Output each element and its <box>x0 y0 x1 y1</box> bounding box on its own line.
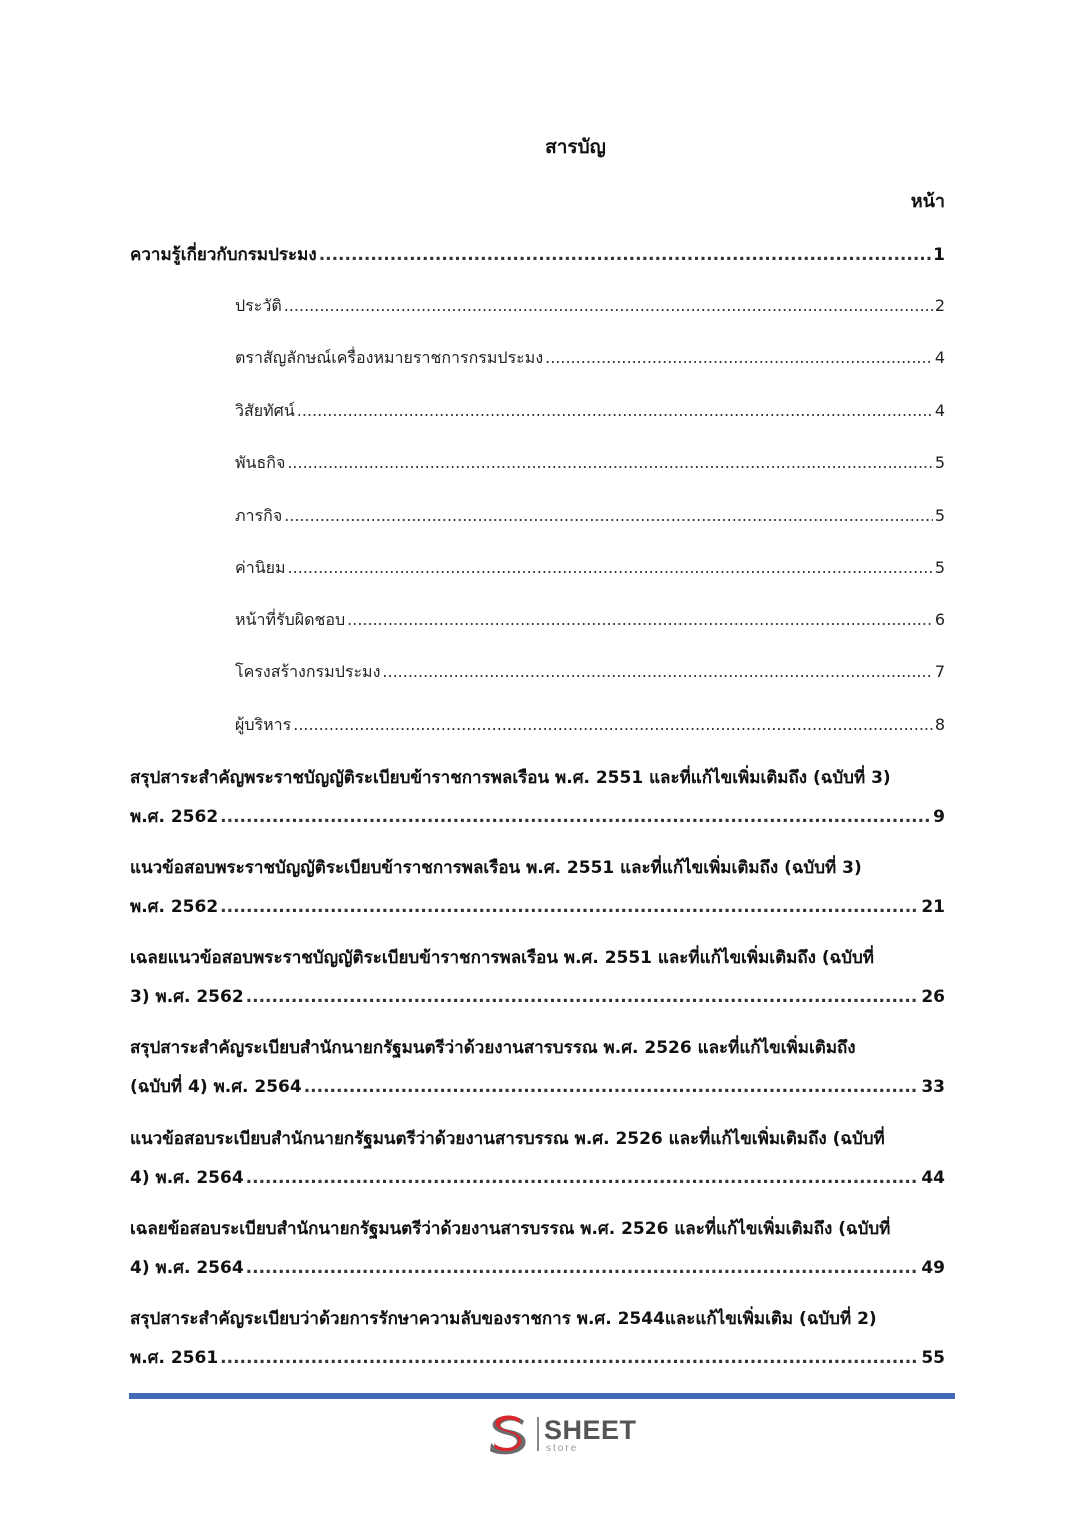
toc-entry-page: 26 <box>921 987 945 1007</box>
dot-leader <box>220 1348 919 1368</box>
dot-leader <box>319 245 931 265</box>
toc-subentry[interactable] <box>235 660 945 685</box>
toc-entry-page: 6 <box>934 610 945 629</box>
dot-leader <box>246 1168 920 1188</box>
toc-entry-line1[interactable]: สรุปสาระสำคัญระเบียบว่าด้วยการรักษาความลับของราชการ พ.ศ. 2544และแก้ไขเพิ่มเติม (ฉบับที่ 2) <box>130 1309 877 1329</box>
logo-separator <box>537 1417 539 1451</box>
toc-entry-label: 4) พ.ศ. 2564 <box>130 1168 244 1188</box>
toc-subentry[interactable] <box>235 608 945 633</box>
toc-entry-page: 2 <box>934 296 945 315</box>
sheet-s-logo-icon <box>486 1413 530 1455</box>
toc-entry-label: โครงสร้างกรมประมง <box>235 662 381 681</box>
toc-entry-line1[interactable]: เฉลยแนวข้อสอบพระราชบัญญัติระเบียบข้าราชการพลเรือน พ.ศ. 2551 และที่แก้ไขเพิ่มเติมถึง (ฉบับที่ <box>130 948 874 968</box>
toc-entry-label: ภารกิจ <box>235 506 283 525</box>
toc-subentry[interactable] <box>235 346 945 371</box>
toc-subentry[interactable] <box>235 451 945 476</box>
dot-leader <box>382 662 932 681</box>
toc-entry-label: พ.ศ. 2562 <box>130 807 219 827</box>
toc-entry-line1[interactable]: แนวข้อสอบพระราชบัญญัติระเบียบข้าราชการพลเรือน พ.ศ. 2551 และที่แก้ไขเพิ่มเติมถึง (ฉบับที่ 3) <box>130 858 862 878</box>
toc-entry-page: 9 <box>933 807 945 827</box>
dot-leader <box>246 1258 920 1278</box>
dot-leader <box>347 610 933 629</box>
toc-entry[interactable] <box>130 893 945 920</box>
dot-leader <box>220 897 919 917</box>
toc-entry-label: พันธกิจ <box>235 453 286 472</box>
toc-subentry[interactable] <box>235 399 945 424</box>
toc-entry-page: 4 <box>934 348 945 367</box>
dot-leader <box>220 807 931 827</box>
toc-subentry[interactable] <box>235 294 945 319</box>
toc-entry-line1[interactable]: สรุปสาระสำคัญพระราชบัญญัติระเบียบข้าราชการพลเรือน พ.ศ. 2551 และที่แก้ไขเพิ่มเติมถึง (ฉบับที่ 3) <box>130 768 891 788</box>
toc-entry-label: พ.ศ. 2561 <box>130 1348 219 1368</box>
toc-entry-label: ประวัติ <box>235 296 282 315</box>
toc-entry-page: 8 <box>934 715 945 734</box>
toc-entry-label: วิสัยทัศน์ <box>235 401 295 420</box>
toc-subentry[interactable] <box>235 556 945 581</box>
dot-leader <box>284 506 933 525</box>
toc-entry-label: 4) พ.ศ. 2564 <box>130 1258 244 1278</box>
toc-entry-label: หน้าที่รับผิดชอบ <box>235 610 346 629</box>
toc-entry[interactable] <box>130 983 945 1010</box>
dot-leader <box>304 1077 920 1097</box>
toc-entry-page: 44 <box>921 1168 945 1188</box>
dot-leader <box>287 453 933 472</box>
toc-entry-page: 55 <box>921 1348 945 1368</box>
toc-entry-label: ตราสัญลักษณ์เครื่องหมายราชการกรมประมง <box>235 348 544 367</box>
toc-entry-label: ค่านิยม <box>235 558 286 577</box>
page-title: สารบัญ <box>545 136 606 158</box>
logo-sub-text: store <box>546 1443 579 1454</box>
dot-leader <box>284 296 933 315</box>
toc-subentry[interactable] <box>235 504 945 529</box>
toc-entry-page: 33 <box>921 1077 945 1097</box>
toc-entry-page: 7 <box>934 662 945 681</box>
toc-entry[interactable] <box>130 1254 945 1281</box>
dot-leader <box>293 715 933 734</box>
dot-leader <box>246 987 920 1007</box>
toc-subentry[interactable] <box>235 713 945 738</box>
toc-entry-line1[interactable]: เฉลยข้อสอบระเบียบสำนักนายกรัฐมนตรีว่าด้วยงานสารบรรณ พ.ศ. 2526 และที่แก้ไขเพิ่มเติมถึง (ฉบับที่ <box>130 1219 891 1239</box>
toc-entry-page: 5 <box>934 558 945 577</box>
toc-entry-page: 5 <box>934 453 945 472</box>
page-column-header: หน้า <box>910 191 945 212</box>
toc-entry[interactable] <box>130 803 945 830</box>
toc-entry[interactable] <box>130 1344 945 1371</box>
dot-leader <box>545 348 933 367</box>
toc-entry-line1[interactable]: แนวข้อสอบระเบียบสำนักนายกรัฐมนตรีว่าด้วยงานสารบรรณ พ.ศ. 2526 และที่แก้ไขเพิ่มเติมถึง (ฉบับที่ <box>130 1129 885 1149</box>
toc-entry-line1[interactable]: สรุปสาระสำคัญระเบียบสำนักนายกรัฐมนตรีว่าด้วยงานสารบรรณ พ.ศ. 2526 และที่แก้ไขเพิ่มเติมถึง <box>130 1038 856 1058</box>
toc-entry[interactable] <box>130 1164 945 1191</box>
toc-entry-label: ผู้บริหาร <box>235 715 292 734</box>
toc-entry[interactable] <box>130 241 945 268</box>
toc-entry-label: (ฉบับที่ 4) พ.ศ. 2564 <box>130 1077 302 1097</box>
toc-entry-label: ความรู้เกี่ยวกับกรมประมง <box>130 245 317 265</box>
toc-entry-label: พ.ศ. 2562 <box>130 897 219 917</box>
toc-entry[interactable] <box>130 1073 945 1100</box>
toc-entry-page: 4 <box>934 401 945 420</box>
toc-entry-page: 21 <box>921 897 945 917</box>
toc-entry-page: 49 <box>921 1258 945 1278</box>
sheet-store-logo <box>486 1413 636 1455</box>
footer-divider <box>129 1393 955 1399</box>
toc-entry-label: 3) พ.ศ. 2562 <box>130 987 244 1007</box>
logo-brand-text: SHEET <box>544 1415 637 1445</box>
toc-entry-page: 1 <box>933 245 945 265</box>
dot-leader <box>297 401 933 420</box>
dot-leader <box>288 558 933 577</box>
toc-entry-page: 5 <box>934 506 945 525</box>
